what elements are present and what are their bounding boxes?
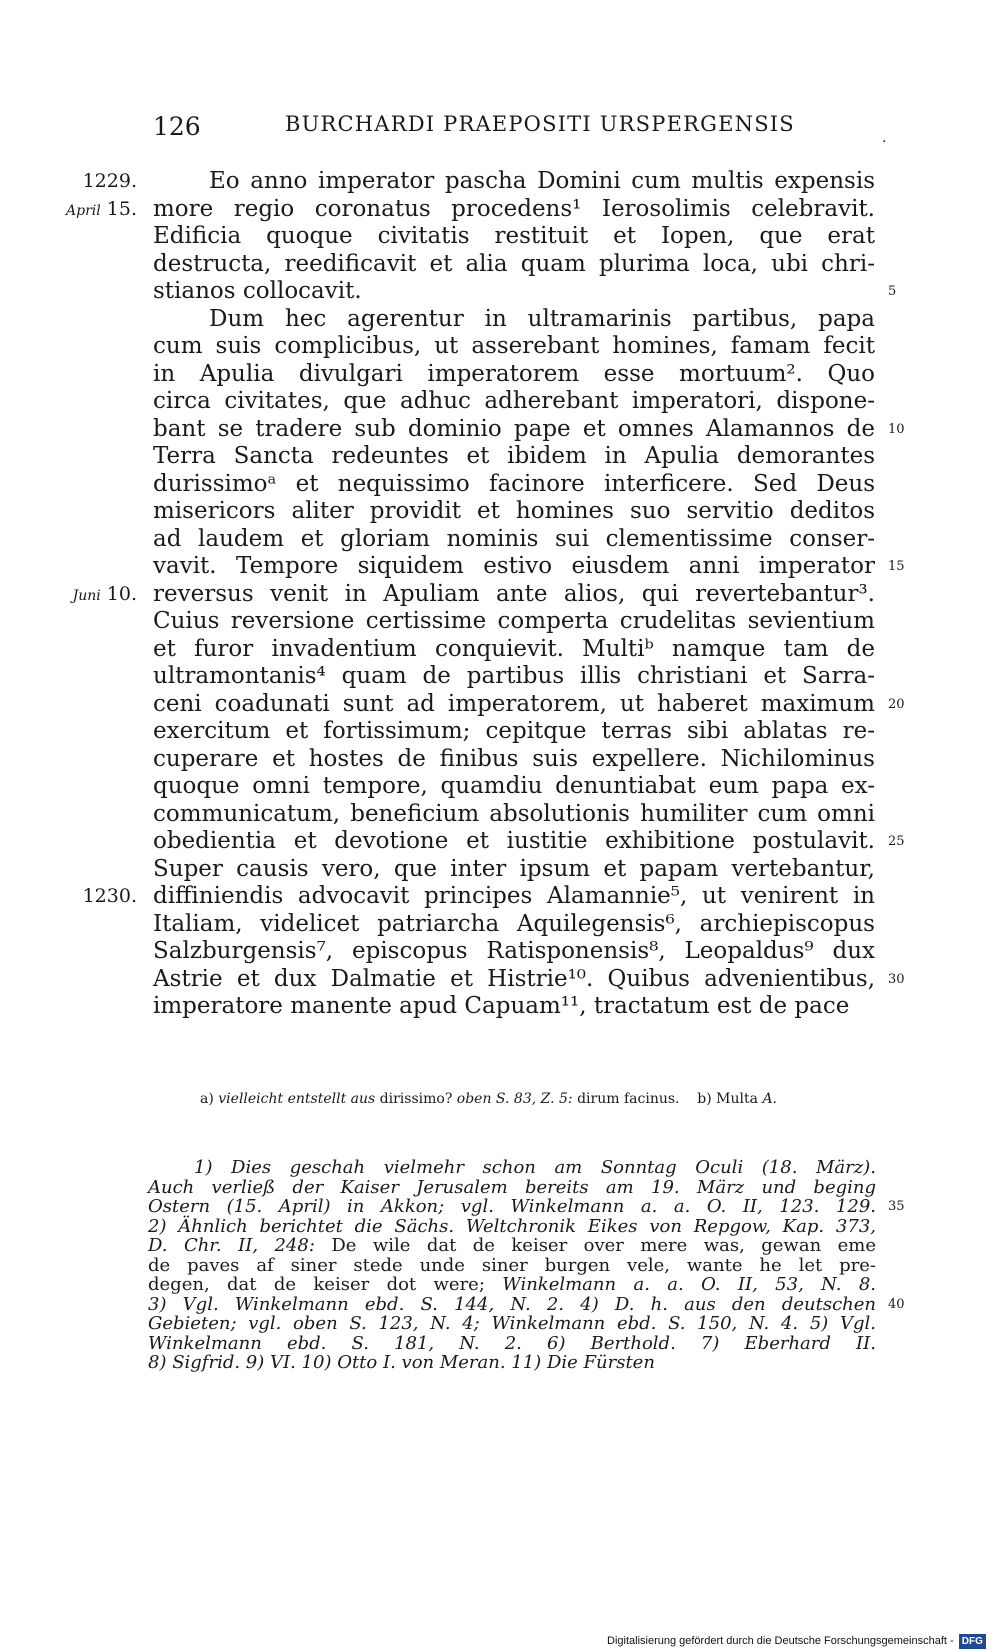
text-line (153, 911, 875, 939)
text-line (153, 223, 875, 251)
line-number-20: 20 (888, 696, 905, 712)
text-line-content: more regio coronatus procedens¹ Ierosolimis celebravit. (153, 195, 875, 222)
text-line (153, 608, 875, 636)
footnote-line (148, 1353, 876, 1373)
text-line (82, 883, 875, 911)
text-line (153, 526, 875, 554)
text-line-content: stianos collocavit. (153, 278, 362, 304)
text-line-content: misericors aliter providit et homines suo servitio deditos (153, 498, 875, 524)
text-line (66, 195, 875, 224)
footnote-text: Gebieten; vgl. oben S. 123, N. 4; Winkelmann ebd. S. 150, N. 4. 5) Vgl. (148, 1313, 876, 1334)
text-line (153, 361, 875, 389)
footnote-text: Auch verließ der Kaiser Jerusalem bereits am 19. März und beging (148, 1176, 876, 1198)
text-line-content: ad laudem et gloriam nominis sui clementissime conser- (153, 525, 875, 552)
footnote-line (148, 1196, 905, 1217)
page-number: 126 (153, 112, 201, 141)
text-line (153, 388, 875, 416)
text-line-content: imperatore manente apud Capuam¹¹, tractatum est de pace (153, 993, 850, 1019)
footnote-text: D. Chr. II, 248: (148, 1235, 315, 1256)
text-line (153, 306, 875, 334)
text-line-content: vavit. Tempore siquidem estivo eiusdem anni imperator (153, 553, 875, 579)
text-line (153, 690, 905, 719)
apparatus-a-word: dirissimo? (379, 1091, 453, 1107)
text-line (153, 718, 875, 746)
margin-year-1229: 1229. (82, 170, 137, 192)
text-line-content: in Apulia divulgari imperatorem esse mortuum². Quo (153, 360, 875, 387)
line-number-5: 5 (888, 284, 897, 299)
footnote-text: 2) Ähnlich berichtet die Sächs. Weltchronik Eikes von Repgow, Kap. 373, (148, 1215, 876, 1237)
footnote-line (148, 1334, 876, 1354)
footnote-quote: degen, dat de keiser dot were; (148, 1274, 485, 1295)
line-number-15: 15 (888, 559, 905, 574)
footnote-quote: de paves af siner stede unde siner burgen vele, wante he let pre- (148, 1254, 876, 1276)
margin-date-juni (73, 581, 137, 611)
text-line (153, 443, 875, 471)
text-line-content: destructa, reedificavit et alia quam plurima loca, ubi chri- (153, 250, 875, 277)
text-line-content: reversus venit in Apuliam ante alios, qui revertebantur³. (153, 580, 875, 607)
text-line (153, 553, 905, 581)
line-number-40: 40 (888, 1296, 905, 1312)
footnote-text: 8) Sigfrid. 9) VI. 10) Otto I. von Meran. 11) Die Fürsten (148, 1352, 655, 1373)
apparatus-a-comment: vielleicht entstellt aus (218, 1091, 376, 1107)
footnote-line (148, 1158, 876, 1178)
footnote-line (148, 1217, 876, 1237)
footnote-line (148, 1314, 876, 1334)
text-line-content: ceni coadunati sunt ad imperatorem, ut haberet maximum (153, 690, 875, 717)
critical-apparatus (200, 1090, 878, 1108)
footnote-text: 3) Vgl. Winkelmann ebd. S. 144, N. 2. 4) D. h. aus den deutschen (148, 1293, 876, 1315)
text-line-content: communicatum, beneficium absolutionis humiliter cum omni (153, 800, 875, 827)
text-line-content: diffiniendis advocavit principes Alamannie⁵, ut venirent in (153, 883, 875, 909)
line-number-35: 35 (888, 1199, 905, 1214)
text-line-content: Edificia quoque civitatis restituit et Iopen, que erat (153, 223, 875, 249)
running-title: BURCHARDI PRAEPOSITI URSPERGENSIS (285, 112, 795, 136)
text-line (153, 993, 875, 1021)
footnote-line (148, 1256, 876, 1276)
text-line-content: Cuius reversione certissime comperta crudelitas sevientium (153, 608, 875, 634)
text-line (153, 278, 897, 306)
text-line-content: quoque omni tempore, quamdiu denuntiabat eum papa ex- (153, 773, 875, 799)
footnotes (148, 1157, 905, 1373)
footnote-text: Winkelmann ebd. S. 181, N. 2. 6) Berthold. 7) Eberhard II. (148, 1332, 876, 1354)
text-line (82, 168, 875, 196)
margin-juni-label: Juni (72, 587, 101, 604)
text-line (153, 801, 875, 829)
text-line (153, 856, 875, 884)
digitization-credit (607, 1633, 986, 1650)
line-number-25: 25 (888, 834, 905, 849)
footnote-line (148, 1293, 905, 1315)
text-line-content: Italiam, videlicet patriarcha Aquilegensis⁶, archiepiscopus (153, 910, 875, 937)
footnote-line (148, 1236, 876, 1256)
text-line-content: Astrie et dux Dalmatie et Histrie¹⁰. Quibus advenientibus, (153, 965, 875, 992)
apparatus-a-reference: oben S. 83, Z. 5: (456, 1091, 573, 1107)
text-line (153, 498, 875, 526)
apparatus-a-label: a) (200, 1091, 214, 1107)
margin-juni-day: 10. (106, 582, 137, 605)
text-line (153, 636, 875, 664)
footnote-text: 1) Dies geschah vielmehr schon am Sonntag Oculi (18. März). (194, 1157, 876, 1178)
text-line-content: Dum hec agerentur in ultramarinis partibus, papa (209, 305, 875, 332)
text-line (153, 251, 875, 279)
text-line (153, 471, 875, 499)
text-line-content: bant se tradere sub dominio pape et omnes Alamannos de (153, 415, 875, 442)
apparatus-b-manuscript: A. (762, 1091, 777, 1107)
footnote-line (148, 1275, 876, 1295)
footnote-quote: De wile dat de keiser over mere was, gewan eme (331, 1235, 876, 1256)
line-number-30: 30 (888, 971, 905, 987)
text-line-content: circa civitates, que adhuc adherebant imperatori, dispone- (153, 388, 875, 414)
dfg-logo: DFG (959, 1634, 986, 1649)
main-text (66, 168, 905, 1021)
text-line-content: Terra Sancta redeuntes et ibidem in Apulia demorantes (153, 443, 875, 469)
text-line-content: ultramontanis⁴ quam de partibus illis christiani et Sarra- (153, 663, 875, 689)
footnote-text: Winkelmann a. a. O. II, 53, N. 8. (502, 1274, 876, 1295)
text-line-content: Super causis vero, que inter ipsum et papam vertebantur, (153, 855, 875, 882)
text-line (153, 333, 875, 361)
text-line-content: durissimoᵃ et nequissimo facinore interficere. Sed Deus (153, 470, 875, 497)
margin-april-day: 15. (106, 197, 137, 220)
margin-april-label: April (66, 202, 101, 219)
text-line-content: Eo anno imperator pascha Domini cum multis expensis (209, 168, 875, 194)
apparatus-a-text: dirum facinus. (577, 1091, 680, 1107)
margin-year-1230: 1230. (82, 885, 137, 907)
text-line (153, 773, 875, 801)
text-line-content: cuperare et hostes de finibus suis expellere. Nichilominus (153, 745, 875, 772)
text-line-content: et furor invadentium conquievit. Multiᵇ namque tam de (153, 635, 875, 662)
page-header (0, 112, 1000, 150)
footnote-line (148, 1178, 876, 1198)
text-line (153, 828, 905, 856)
digitization-text: Digitalisierung gefördert durch die Deutsche Forschungsgemeinschaft - (607, 1635, 954, 1647)
corner-mark: · (882, 134, 887, 150)
text-line (153, 965, 905, 994)
text-line-content: Salzburgensis⁷, episcopus Ratisponensis⁸, Leopaldus⁹ dux (153, 938, 875, 964)
text-line-content: exercitum et fortissimum; cepitque terras sibi ablatas re- (153, 718, 875, 744)
text-line (153, 938, 875, 966)
text-line (153, 415, 905, 444)
text-line-content: obedientia et devotione et iustitie exhibitione postulavit. (153, 828, 875, 854)
text-line (153, 663, 875, 691)
line-number-10: 10 (888, 421, 905, 437)
footnote-text: Ostern (15. April) in Akkon; vgl. Winkelmann a. a. O. II, 123. 129. (148, 1196, 876, 1217)
text-line (153, 746, 875, 774)
text-line-content: cum suis complicibus, ut asserebant homines, famam fecit (153, 333, 875, 359)
text-line (72, 580, 875, 609)
margin-date-april (66, 196, 137, 226)
apparatus-b-label: b) Multa (697, 1091, 758, 1107)
